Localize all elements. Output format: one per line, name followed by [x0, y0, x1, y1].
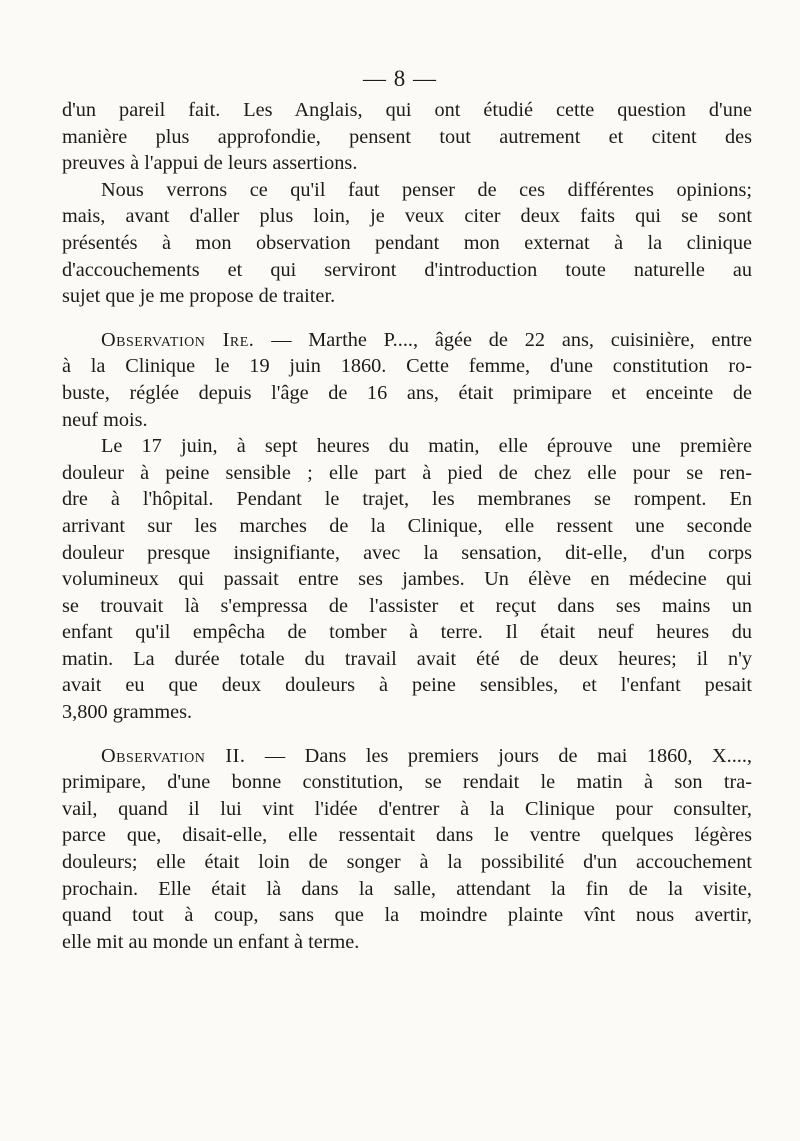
paragraph: [62, 97, 752, 177]
text-line: preuves à l'appui de leurs assertions.: [62, 152, 358, 175]
text-line: mais, avant d'aller plus loin, je veux citer deux faits qui se sont: [62, 205, 752, 228]
text-line: d'un pareil fait. Les Anglais, qui ont étudié cette question d'une: [62, 99, 752, 121]
text-line: [62, 327, 752, 354]
text-line: prochain. Elle était là dans la salle, attendant la fin de la visite,: [62, 877, 752, 900]
paragraph-gap: [62, 726, 752, 743]
observation-heading: Observation Ire.: [101, 328, 255, 351]
text-line: d'accouchements et qui serviront d'introduction toute naturelle au: [62, 258, 752, 281]
text-line: elle mit au monde un enfant à terme.: [62, 930, 360, 953]
paragraph: [62, 177, 752, 310]
text-line: buste, réglée depuis l'âge de 16 ans, était primipare et enceinte de: [62, 381, 752, 404]
text-line: manière plus approfondie, pensent tout autrement et citent des: [62, 125, 752, 148]
text-line: Nous verrons ce qu'il faut penser de ces différentes opinions;: [101, 178, 752, 201]
text-line: présentés à mon observation pendant mon externat à la clinique: [62, 231, 752, 254]
paragraph-gap: [62, 310, 752, 327]
observation-text: — Marthe P...., âgée de 22 ans, cuisinière, entre: [271, 328, 752, 351]
page-number: — 8 —: [363, 66, 437, 91]
observation-text: — Dans les premiers jours de mai 1860, X....,: [264, 744, 752, 767]
text-line: douleur presque insignifiante, avec la sensation, dit-elle, d'un corps: [62, 541, 752, 564]
text-line: à la Clinique le 19 juin 1860. Cette femme, d'une constitution ro-: [62, 355, 752, 378]
text-line: douleurs; elle était loin de songer à la possibilité d'un accouchement: [62, 851, 752, 874]
observation-1: [62, 327, 752, 433]
text-line: primipare, d'une bonne constitution, se rendait le matin à son tra-: [62, 771, 752, 794]
text-line: parce que, disait-elle, elle ressentait dans le ventre quelques légères: [62, 824, 752, 847]
text-line: quand tout à coup, sans que la moindre plainte vînt nous avertir,: [62, 904, 752, 927]
text-line: matin. La durée totale du travail avait été de deux heures; il n'y: [62, 647, 752, 670]
paragraph: [62, 433, 752, 726]
observation-2: [62, 743, 752, 956]
text-line: Le 17 juin, à sept heures du matin, elle éprouve une première: [101, 435, 752, 458]
text-line: avait eu que deux douleurs à peine sensibles, et l'enfant pesait: [62, 674, 752, 697]
text-line: volumineux qui passait entre ses jambes. Un élève en médecine qui: [62, 568, 752, 591]
body-text: [62, 97, 752, 955]
text-line: [62, 743, 752, 770]
text-line: enfant qu'il empêcha de tomber à terre. Il était neuf heures du: [62, 621, 752, 644]
text-line: sujet que je me propose de traiter.: [62, 285, 336, 308]
text-line: neuf mois.: [62, 408, 148, 431]
text-line: se trouvait là s'empressa de l'assister et reçut dans ses mains un: [62, 594, 752, 617]
text-line: dre à l'hôpital. Pendant le trajet, les membranes se rompent. En: [62, 488, 752, 511]
text-line: 3,800 grammes.: [62, 701, 193, 724]
text-line: douleur à peine sensible ; elle part à pied de chez elle pour se ren-: [62, 461, 752, 484]
text-line: arrivant sur les marches de la Clinique, elle ressent une seconde: [62, 514, 752, 537]
text-line: vail, quand il lui vint l'idée d'entrer à la Clinique pour consulter,: [62, 797, 752, 820]
observation-heading: Observation II.: [101, 744, 246, 767]
